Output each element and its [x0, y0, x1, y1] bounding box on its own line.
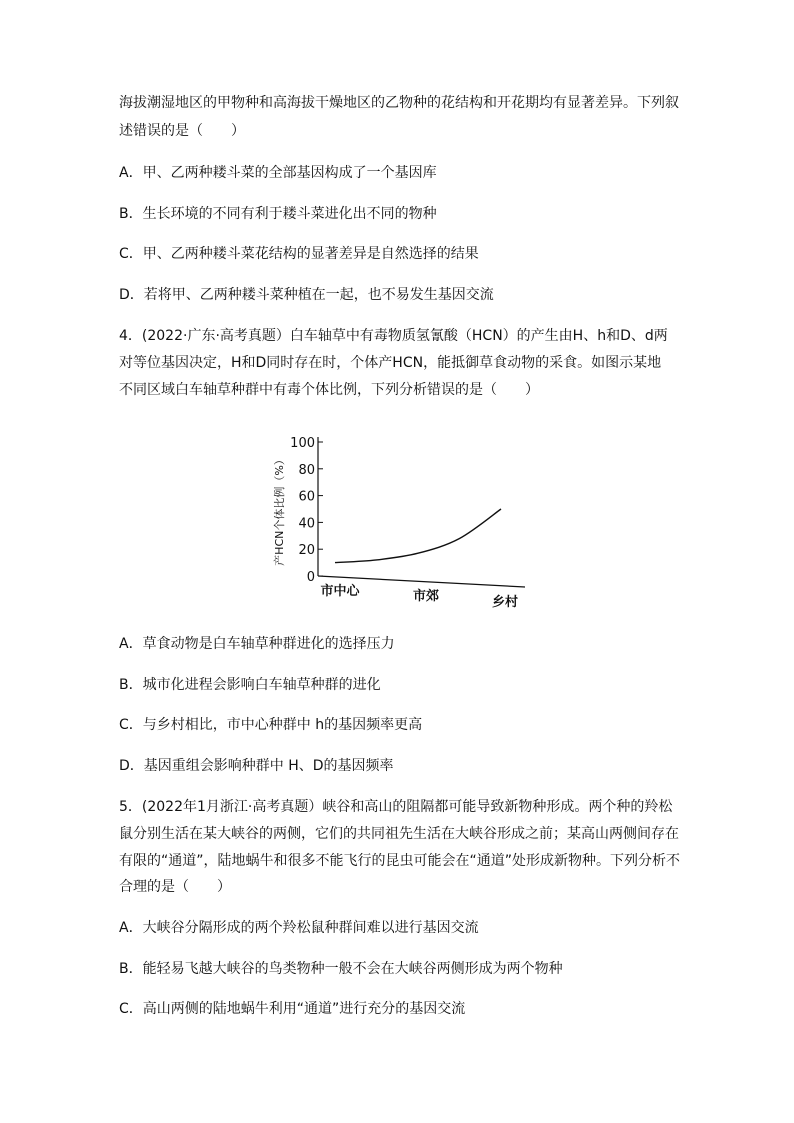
q5-option-a: A．大峡谷分隔形成的两个羚松鼠种群间难以进行基因交流	[119, 920, 479, 936]
q5-stem-line-1: 5．(2022年1月浙江·高考真题）峡谷和高山的阻隔都可能导致新物种形成。两个种的羚松	[119, 799, 673, 815]
chart-y-tick-label: 20	[298, 543, 315, 559]
q4-option-d: D．基因重组会影响种群中 H、D的基因频率	[119, 758, 394, 774]
q4-stem-line-2: 对等位基因决定，H和D同时存在时，个体产HCN，能抵御草食动物的采食。如图示某地	[119, 355, 662, 371]
q3-stem-line-2: 述错误的是（ ）	[119, 123, 245, 139]
q3-option-a: A．甲、乙两种耧斗菜的全部基因构成了一个基因库	[119, 165, 437, 181]
chart-series-line	[335, 509, 501, 563]
chart-y-tick-label: 80	[298, 462, 315, 478]
q5-stem-line-4: 合理的是（ ）	[119, 879, 231, 895]
chart-x-category-label: 乡村	[491, 595, 519, 610]
chart-x-category-label: 市郊	[412, 589, 440, 604]
chart-x-category-label: 市中心	[320, 584, 360, 599]
q4-stem-line-1: 4．(2022·广东·高考真题）白车轴草中有毒物质氢氰酸（HCN）的产生由H、h和D、d两	[119, 328, 668, 344]
hcn-ratio-chart	[265, 425, 545, 625]
q3-option-b: B．生长环境的不同有利于耧斗菜进化出不同的物种	[119, 206, 437, 222]
q5-stem-line-2: 鼠分别生活在某大峡谷的两侧，它们的共同祖先生活在大峡谷形成之前；某高山两侧间存在	[119, 826, 679, 842]
chart-y-tick-label: 40	[298, 516, 315, 532]
chart-y-tick-label: 0	[306, 570, 315, 585]
q5-option-c: C．高山两侧的陆地蜗牛利用“通道”进行充分的基因交流	[119, 1001, 466, 1017]
q4-option-c: C．与乡村相比，市中心种群中 h的基因频率更高	[119, 717, 423, 733]
q3-option-d: D．若将甲、乙两种耧斗菜种植在一起，也不易发生基因交流	[119, 287, 494, 303]
chart-y-axis-label: 产HCN个体比例（%）	[273, 454, 286, 566]
q3-stem-line-1: 海拔潮湿地区的甲物种和高海拔干燥地区的乙物种的花结构和开花期均有显著差异。下列叙	[119, 95, 679, 111]
q3-option-c: C．甲、乙两种耧斗菜花结构的显著差异是自然选择的结果	[119, 246, 479, 262]
q4-option-b: B．城市化进程会影响白车轴草种群的进化	[119, 677, 381, 693]
chart-y-tick-label: 60	[298, 489, 315, 505]
q5-option-b: B．能轻易飞越大峡谷的鸟类物种一般不会在大峡谷两侧形成为两个物种	[119, 961, 563, 977]
chart-y-tick-label: 100	[290, 436, 315, 451]
q4-stem-line-3: 不同区域白车轴草种群中有毒个体比例，下列分析错误的是（ ）	[119, 382, 539, 398]
q4-option-a: A．草食动物是白车轴草种群进化的选择压力	[119, 636, 395, 652]
q5-stem-line-3: 有限的“通道”，陆地蜗牛和很多不能飞行的昆虫可能会在“通道”处形成新物种。下列分析不	[119, 853, 681, 869]
